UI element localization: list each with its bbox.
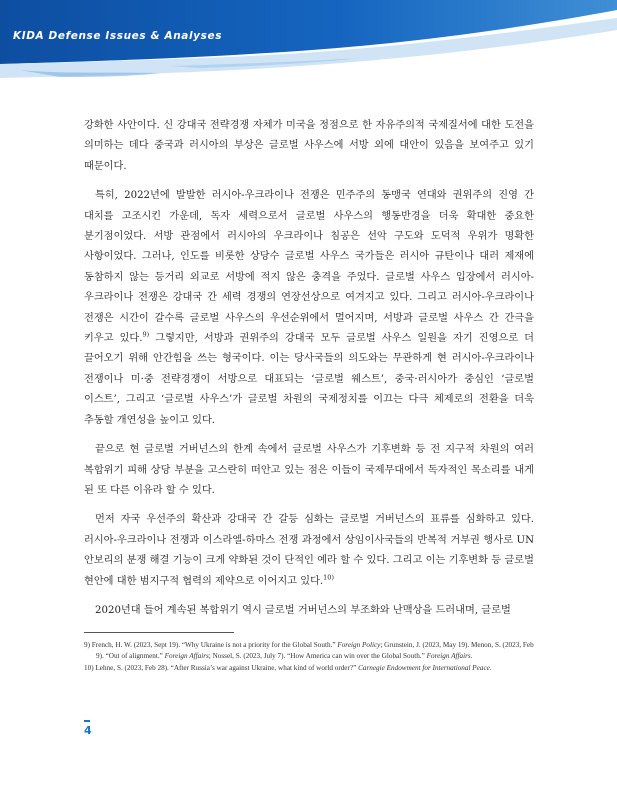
footnote: 9) French, H. W. (2023, Sept 19). “Why Ukraine is not a priority for the Global South.” Foreign Policy; Grunstein, J. (2023, May 19). Menon, S. (2023, Feb 9). “Out of alignment.” Foreign Affairs; Nossel, S. (2023, July 7). “How America can win over the Global South.” Foreign Affairs.: [84, 641, 534, 660]
header-banner: [0, 0, 617, 100]
footnote-divider: [84, 632, 234, 633]
footnote-source-title: Carnegie Endowment for International Peace: [358, 664, 490, 672]
footnote-ref[interactable]: 10): [323, 573, 334, 582]
banner-graphic: [0, 0, 617, 100]
page-number-dash: [84, 720, 90, 722]
body-paragraph: 먼저 자국 우선주의 확산과 강대국 간 갈등 심화는 글로벌 거버넌스의 표류를 심화하고 있다. 러시아-우크라이나 전쟁과 이스라엘-하마스 전쟁 과정에서 상임이사국들의 반복적 거부권 행사로 UN 안보리의 분쟁 해결 기능이 크게 약화된 것이 단적인 예라 할 수 있다. 그리고 이는 기후변화 등 글로벌 현안에 대한 범지구적 협력의 제약으로 이어지고 있다.$^{10)}$: [84, 514, 534, 587]
body-paragraph: 특히, 2022년에 발발한 러시아-우크라이나 전쟁은 민주주의 동맹국 연대와 권위주의 진영 간 대치를 고조시킨 가운데, 독자 세력으로서 글로벌 사우스의 행동반경을 더욱 확대한 중요한 분기점이었다. 서방 관점에서 러시아의 우크라이나 침공은 선악 구도와 도덕적 우위가 명확한 사항이었다. 그러나, 인도를 비롯한 상당수 글로벌 사우스 국가들은 러시아 규탄이나 대러 제재에 동참하지 않는 등거리 외교로 서방에 적지 않은 충격을 주었다. 글로벌 사우스 입장에서 러시아-우크라이나 전쟁은 강대국 간 세력 경쟁의 연장선상으로 여겨지고 있다. 그리고 러시아-우크라이나 전쟁은 시간이 갈수록 글로벌 사우스의 우선순위에서 멀어지며, 서방과 글로벌 사우스 간 간극을 키우고 있다.$^{9)}$ 그렇지만, 서방과 권위주의 강대국 모두 글로벌 사우스 일원을 자기 진영으로 더 끌어오기 위해 안간힘을 쓰는 형국이다. 이는 당사국들의 의도와는 무관하게 현 러시아-우크라이나 전쟁이나 미·중 전략경쟁이 서방으로 대표되는 ‘글로벌 웨스트’, 중국·러시아가 중심인 ‘글로벌 이스트’, 그리고 ‘글로벌 사우스’가 글로벌 차원의 국제정치를 이끄는 다극 체제로의 전환을 더욱 추동할 개연성을 높이고 있다.: [84, 190, 534, 426]
page-number: 4: [84, 724, 92, 737]
footnote-source-title: Foreign Policy: [337, 641, 381, 649]
footnote-source-title: Foreign Affairs: [164, 652, 209, 660]
footnote-source-title: Foreign Affairs: [426, 652, 471, 660]
footnote-ref[interactable]: 9): [142, 330, 150, 339]
body-paragraph: 2020년대 들어 계속된 복합위기 역시 글로벌 거버넌스의 부조화와 난맥상을 드러내며, 글로벌: [95, 604, 511, 616]
body-text: [84, 116, 534, 630]
body-paragraph: 강화한 사안이다. 신 강대국 전략경쟁 자체가 미국을 정점으로 한 자유주의적 국제질서에 대한 도전을 의미하는 데다 중국과 러시아의 부상은 글로벌 사우스에 서방 외에 대안이 있음을 보여주고 있기 때문이다.: [84, 120, 534, 172]
body-paragraph: 끝으로 현 글로벌 거버넌스의 한계 속에서 글로벌 사우스가 기후변화 등 전 지구적 차원의 여러 복합위기 피해 상당 부분을 고스란히 떠안고 있는 점은 이들이 국제무대에서 독자적인 목소리를 내게 된 또 다른 이유라 할 수 있다.: [84, 444, 534, 496]
series-title: KIDA Defense Issues & Analyses: [13, 30, 223, 42]
footnote: 10) Lehne, S. (2023, Feb 28). “After Russia’s war against Ukraine, what kind of world order?” Carnegie Endowment for International Peace.: [84, 664, 492, 672]
footnotes: [84, 640, 534, 675]
